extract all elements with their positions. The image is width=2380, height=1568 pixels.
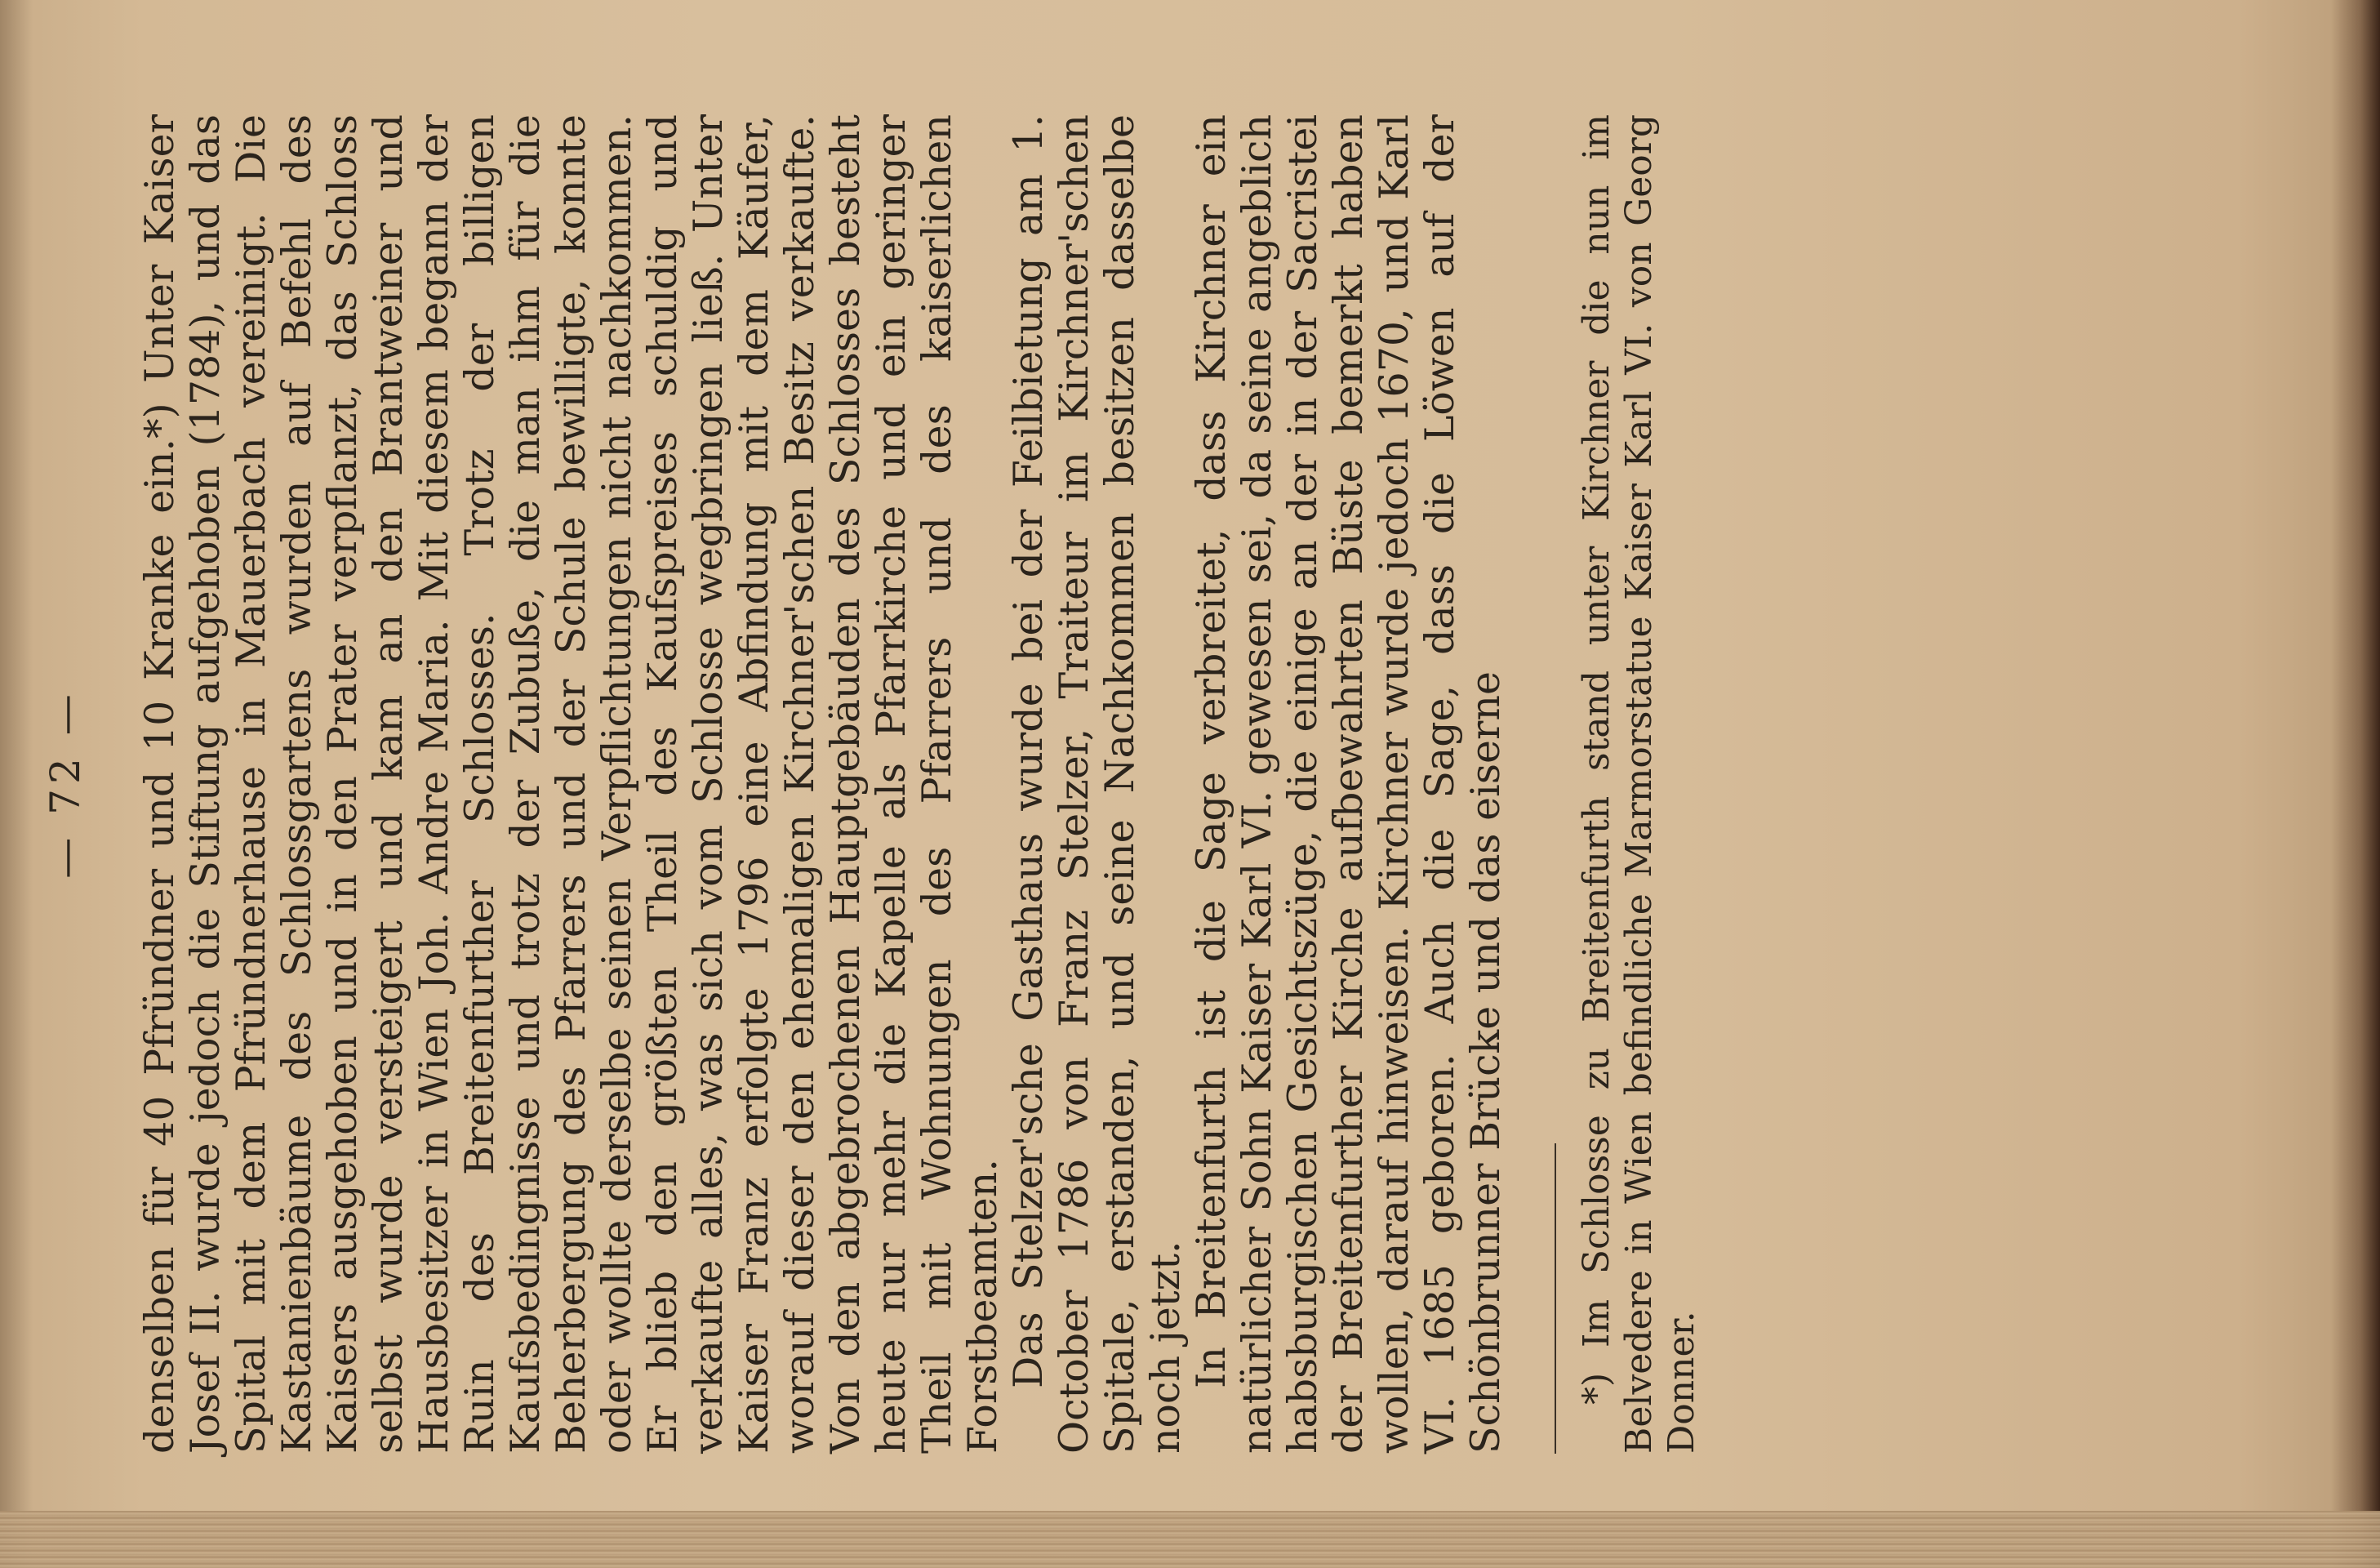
footnote: *) Im Schlosse zu Breitenfurth stand unter Kirchner die nun im Belvedere in Wien befindliche Marmorstatue Kaiser Karl VI. von Georg Donner. [1576, 114, 1702, 1454]
page-stack-edge [0, 1511, 2380, 1568]
page-edge-left [0, 0, 33, 1568]
paragraph-castle-history: denselben für 40 Pfründner und 10 Kranke ein.*) Unter Kaiser Josef II. wurde jedoch die Stiftung aufgehoben (1784), und das Spital mit dem Pfründnerhause in Mauerbach vereinigt. Die Kastanienbäume des Schlossgartens wurden auf Befehl des Kaisers ausgehoben und in den Prater verpflanzt, das Schloss selbst wurde versteigert und kam an den Brantweiner und Hausbesitzer in Wien Joh. Andre Maria. Mit diesem begann der Ruin des Breitenfurther Schlosses. Trotz der billigen Kaufsbedingnisse und trotz der Zubuße, die man ihm für die Beherbergung des Pfarrers und der Schule bewilligte, konnte oder wollte derselbe seinen Verpflichtungen nicht nachkommen. Er blieb den größten Theil des Kaufspreises schuldig und verkaufte alles, was sich vom Schlosse wegbringen ließ. Unter Kaiser Franz erfolgte 1796 eine Abfindung mit dem Käufer, worauf dieser den ehemaligen Kirchner'schen Besitz verkaufte. Von den abgebrochenen Hauptgebäuden des Schlosses besteht heute nur mehr die Kapelle als Pfarrkirche und ein geringer Theil mit Wohnungen des Pfarrers und des kaiserlichen Forstbeamten. [136, 114, 1006, 1454]
page-number: — 72 — [42, 689, 89, 879]
paragraph-kirchner-legend: In Breitenfurth ist die Sage verbreitet, dass Kirchner ein natürlicher Sohn Kaiser Karl VI. gewesen sei, da seine angeblich habsburgischen Gesichtszüge, die einige an der in der Sacristei der Breitenfurther Kirche aufbewahrten Büste bemerkt haben wollen, darauf hinweisen. Kirchner wurde jedoch 1670, und Karl VI. 1685 geboren. Auch die Sage, dass die Löwen auf der Schönbrunner Brücke und das eiserne [1188, 114, 1509, 1454]
rotated-text-block [33, 114, 1976, 1454]
footnote-divider [1555, 1143, 1556, 1454]
book-spine-shadow [2331, 0, 2380, 1568]
paragraph-stelzer-inn: Das Stelzer'sche Gasthaus wurde bei der Feilbietung am 1. October 1786 von Franz Stelzer, Traiteur im Kirchner'schen Spitale, erstanden, und seine Nachkommen besitzen dasselbe noch jetzt. [1005, 114, 1189, 1454]
